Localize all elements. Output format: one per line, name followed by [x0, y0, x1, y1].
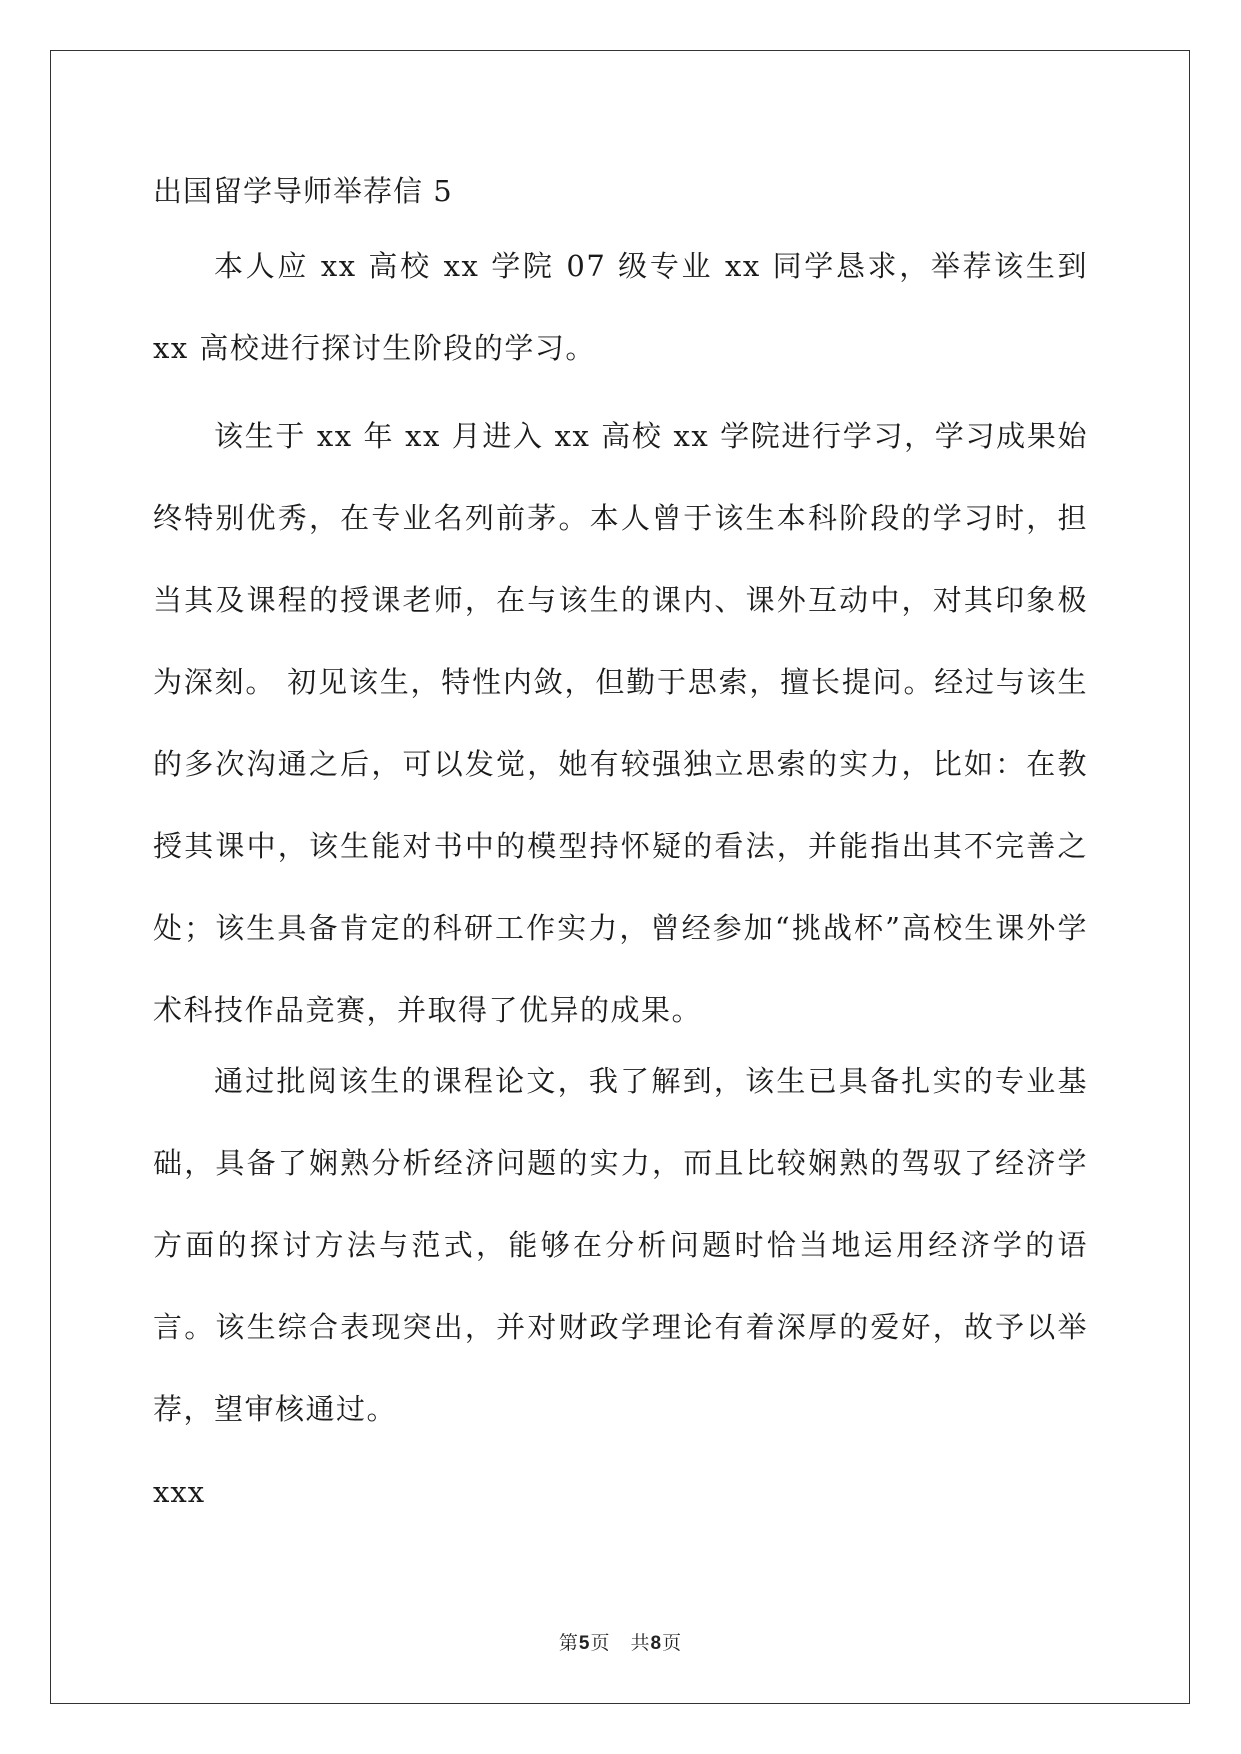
document-title: 出国留学导师举荐信 5 — [153, 174, 453, 208]
page-number-current: 5 — [578, 1633, 591, 1654]
page-number-suffix: 页 — [590, 1633, 611, 1654]
paragraph-1: 本人应 xx 高校 xx 学院 07 级专业 xx 同学恳求，举荐该生到 xx 高校进行探讨生阶段的学习。 — [153, 249, 1088, 365]
page-footer — [0, 1628, 1241, 1655]
signature: xxx — [153, 1475, 206, 1509]
page-number-prefix: 第 — [558, 1633, 579, 1654]
page-total-suffix: 页 — [662, 1633, 683, 1654]
page-total-prefix: 共 — [630, 1633, 651, 1654]
paragraph-3: 通过批阅该生的课程论文，我了解到，该生已具备扎实的专业基础，具备了娴熟分析经济问题的实力，而且比较娴熟的驾驭了经济学方面的探讨方法与范式，能够在分析问题时恰当地运用经济学的语言。该生综合表现突出，并对财政学理论有着深厚的爱好，故予以举荐，望审核通过。 — [153, 1064, 1088, 1426]
page-number-total: 8 — [650, 1633, 663, 1654]
paragraph-2: 该生于 xx 年 xx 月进入 xx 高校 xx 学院进行学习，学习成果始终特别优秀，在专业名列前茅。本人曾于该生本科阶段的学习时，担当其及课程的授课老师，在与该生的课内、课外互动中，对其印象极为深刻。 初见该生，特性内敛，但勤于思索，擅长提问。经过与该生的多次沟通之后，可以发觉，她有较强独立思索的实力，比如：在教授其课中，该生能对书中的模型持怀疑的看法，并能指出其不完善之处；该生具备肯定的科研工作实力，曾经参加“挑战杯”高校生课外学术科技作品竞赛，并取得了优异的成果。 — [153, 419, 1088, 1027]
